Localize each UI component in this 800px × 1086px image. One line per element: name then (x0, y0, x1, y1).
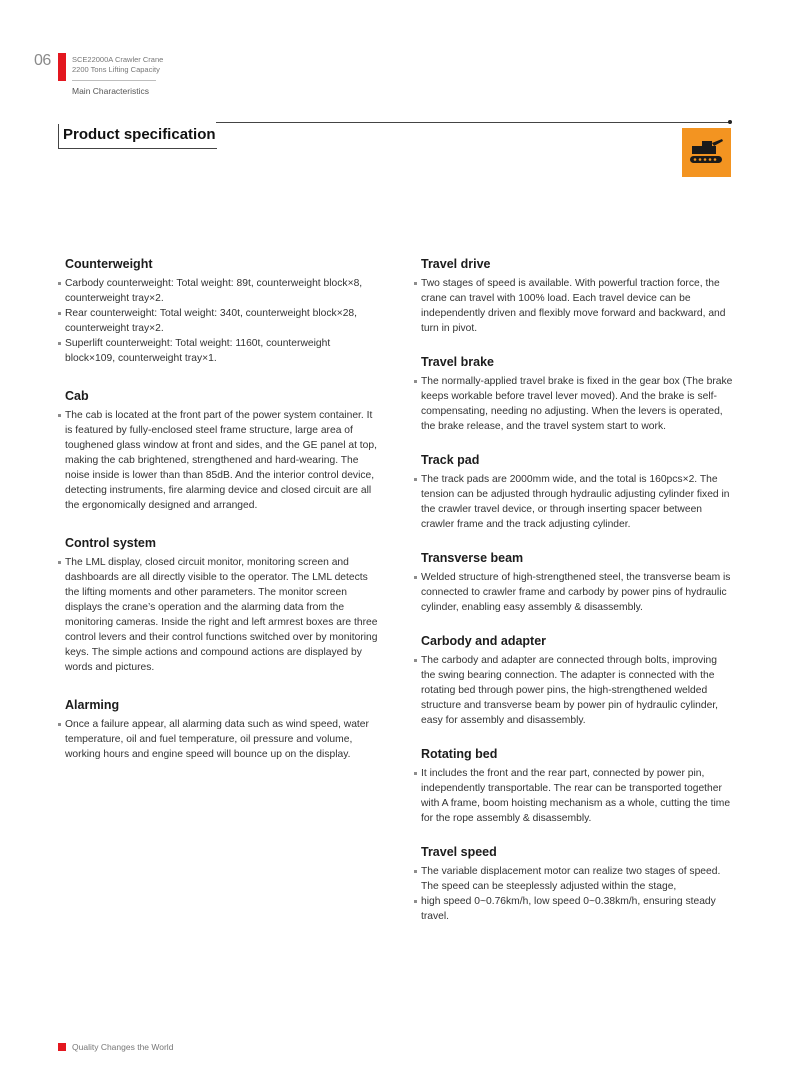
spec-bullet-list (58, 408, 380, 513)
spec-section-title: Control system (65, 536, 156, 550)
page-title: Product specification (63, 126, 216, 143)
footer-accent-square (58, 1043, 66, 1051)
crawler-crane-badge (682, 128, 731, 177)
spec-section (58, 388, 380, 513)
crawler-crane-icon (688, 138, 725, 166)
spec-bullet-item: The LML display, closed circuit monitor, monitoring screen and dashboards are all directly visible to the operator. The LML detects the lifting moments and other parameters. The monitor screen displays the crane’s operation and the alarming data from the monitoring cameras. Inside the right and left armrest boxes are three control levers and their control functions switched over by monitoring keys. The simple actions and compound actions are displayed by words and pictures. (58, 555, 380, 675)
spec-section (58, 697, 380, 762)
spec-bullet-list (58, 276, 380, 366)
spec-bullet-list (414, 570, 734, 615)
spec-section-title: Travel drive (421, 257, 491, 271)
spec-section-title: Rotating bed (421, 747, 498, 761)
title-rule (216, 122, 730, 123)
product-name: SCE22000A Crawler Crane (72, 55, 164, 64)
spec-bullet-item: Carbody counterweight: Total weight: 89t, counterweight block×8, counterweight tray×2. (58, 276, 380, 306)
header-divider (72, 80, 156, 81)
spec-bullet-item: Two stages of speed is available. With powerful traction force, the crane can travel with 100% load. Each travel device can be independently driven and flexibly move forward and backward, and turn in pivot. (414, 276, 734, 336)
product-capacity: 2200 Tons Lifting Capacity (72, 65, 160, 74)
spec-bullet-item: high speed 0~0.76km/h, low speed 0~0.38km/h, ensuring steady travel. (414, 894, 734, 924)
spec-section-title: Transverse beam (421, 551, 524, 565)
header-accent-bar (58, 53, 66, 81)
spec-bullet-item: Welded structure of high-strengthened steel, the transverse beam is connected to crawler frame and carbody by power pins of hydraulic cylinder, enabling easy assembly & disassembly. (414, 570, 734, 615)
spec-section-title: Travel brake (421, 355, 494, 369)
spec-bullet-item: It includes the front and the rear part, connected by power pin, independently transportable. The rear can be transported together with A frame, boom hoisting mechanism as a whole, cutting the time for the rope assembly & disassembly. (414, 766, 734, 826)
spec-bullet-list (58, 555, 380, 675)
page-number: 06 (34, 52, 51, 69)
spec-section (414, 844, 734, 924)
spec-section-title: Carbody and adapter (421, 634, 547, 648)
spec-bullet-list (414, 653, 734, 728)
spec-bullet-list (414, 864, 734, 924)
footer-slogan: Quality Changes the World (72, 1042, 174, 1052)
section-name: Main Characteristics (72, 86, 149, 96)
spec-bullet-item: The normally-applied travel brake is fixed in the gear box (The brake keeps workable before travel lever moved). And the brake is self-compensating, needing no adjusting. When the levers is operated, the brake release, and the travel system start to work. (414, 374, 734, 434)
spec-bullet-list (414, 472, 734, 532)
spec-bullet-list (414, 276, 734, 336)
spec-bullet-item: Superlift counterweight: Total weight: 1160t, counterweight block×109, counterweight tray×1. (58, 336, 380, 366)
title-rule-dot (728, 120, 732, 124)
spec-section (58, 535, 380, 675)
spec-section-title: Track pad (421, 453, 480, 467)
spec-section-title: Cab (65, 389, 89, 403)
spec-bullet-item: The carbody and adapter are connected through bolts, improving the swing bearing connection. The adapter is connected with the rotating bed through power pins, the high-strengthened welded structure and transverse beam by power pin of hydraulic cylinder, easy for assembly and disassembly. (414, 653, 734, 728)
spec-section (414, 354, 734, 434)
spec-section (414, 452, 734, 532)
spec-bullet-item: The cab is located at the front part of the power system container. It is featured by fully-enclosed steel frame structure, large area of toughened glass window at front and sides, and the GE panel at top, making the cab brightened, strengthened and hard-wearing. The noise inside is lower than than 85dB. And the interior control device, detecting instruments, fire alarming device and closed circuit are all the ergonomically designed and arranged. (58, 408, 380, 513)
spec-section (414, 550, 734, 615)
spec-bullet-item: Rear counterweight: Total weight: 340t, counterweight block×28, counterweight tray×2. (58, 306, 380, 336)
spec-section (414, 746, 734, 826)
spec-section-title: Counterweight (65, 257, 153, 271)
spec-bullet-item: The variable displacement motor can realize two stages of speed. The speed can be steeplessly adjusted within the stage, (414, 864, 734, 894)
spec-bullet-item: Once a failure appear, all alarming data such as wind speed, water temperature, oil and fuel temperature, oil pressure and volume, working hours and engine speed will bounce up on the display. (58, 717, 380, 762)
spec-section-title: Alarming (65, 698, 120, 712)
left-spec-column (58, 256, 380, 762)
right-spec-column (414, 256, 734, 924)
spec-section (58, 256, 380, 366)
spec-section (414, 633, 734, 728)
spec-section-title: Travel speed (421, 845, 497, 859)
spec-bullet-list (58, 717, 380, 762)
spec-section (414, 256, 734, 336)
spec-bullet-item: The track pads are 2000mm wide, and the total is 160pcs×2. The tension can be adjusted through hydraulic adjusting cylinder fixed in the crawler travel device, or through inserting spacer between crawler frame and the track adjusting cylinder. (414, 472, 734, 532)
spec-bullet-list (414, 374, 734, 434)
spec-bullet-list (414, 766, 734, 826)
